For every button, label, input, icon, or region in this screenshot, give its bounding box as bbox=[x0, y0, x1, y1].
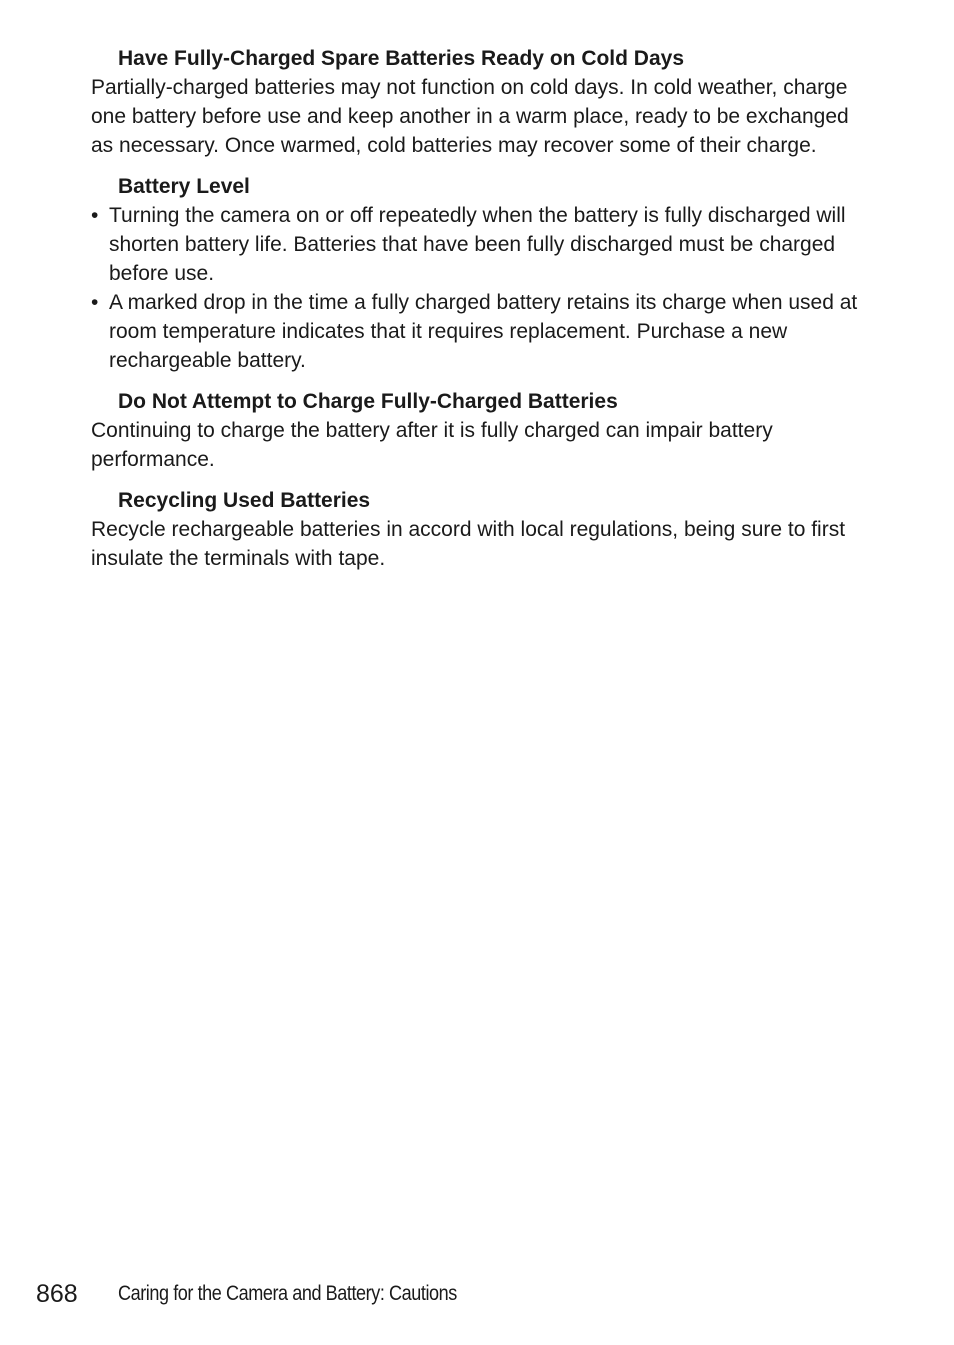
running-title: Caring for the Camera and Battery: Cautions bbox=[118, 1282, 457, 1305]
list-item: • A marked drop in the time a fully charged battery retains its charge when used at room temperature indicates that it requires replacement. Purchase a new rechargeable battery. bbox=[91, 288, 863, 375]
section-battery-level bbox=[91, 172, 863, 375]
section-cold-days bbox=[91, 44, 863, 160]
page-footer bbox=[36, 1276, 512, 1312]
page-number: 868 bbox=[36, 1279, 78, 1308]
section-heading: Do Not Attempt to Charge Fully-Charged Batteries bbox=[118, 390, 618, 413]
section-heading: Recycling Used Batteries bbox=[118, 489, 371, 512]
section-body: Recycle rechargeable batteries in accord with local regulations, being sure to first insulate the terminals with tape. bbox=[91, 518, 846, 570]
bullet-list bbox=[91, 201, 863, 375]
section-recycling bbox=[91, 486, 863, 573]
section-heading: Have Fully-Charged Spare Batteries Ready on Cold Days bbox=[118, 47, 685, 70]
section-body: Continuing to charge the battery after it is fully charged can impair battery performance. bbox=[91, 419, 773, 471]
section-body: Partially-charged batteries may not function on cold days. In cold weather, charge one battery before use and keep another in a warm place, ready to be exchanged as necessary. Once warmed, cold batteries may recover some of their charge. bbox=[91, 76, 849, 157]
section-do-not-charge bbox=[91, 387, 863, 474]
page-content bbox=[91, 44, 863, 585]
list-item: • Turning the camera on or off repeatedly when the battery is fully discharged will shorten battery life. Batteries that have been fully discharged must be charged before use. bbox=[91, 201, 863, 288]
section-heading: Battery Level bbox=[118, 175, 250, 198]
